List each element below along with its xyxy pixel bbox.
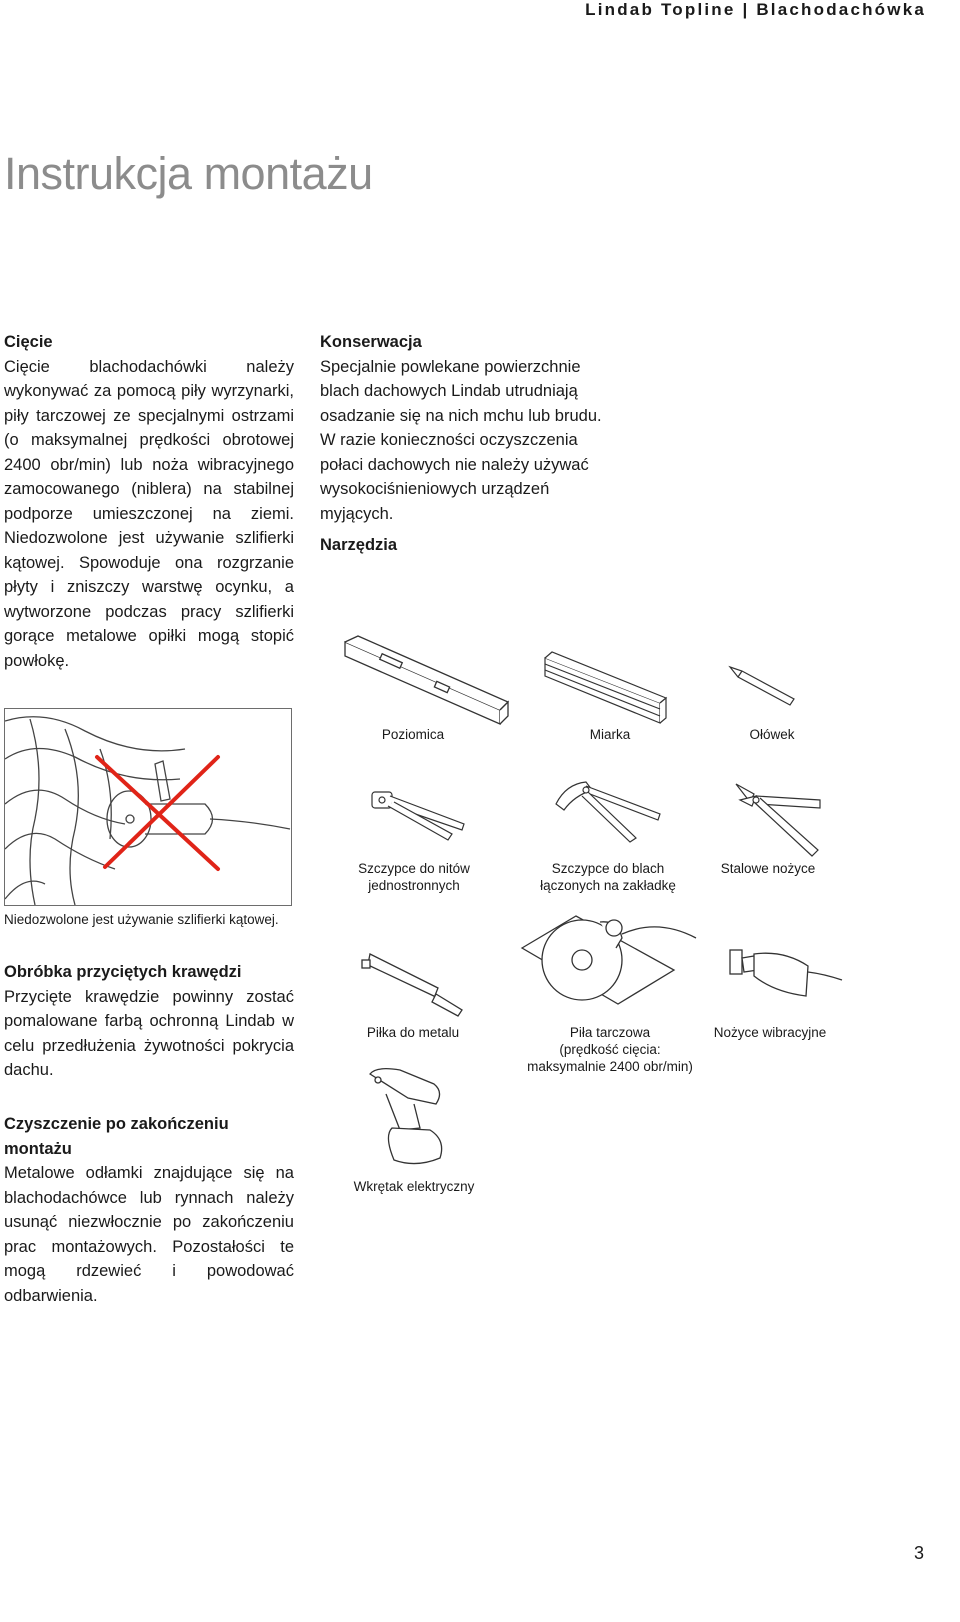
document-header: Lindab Topline | Blachodachówka [585,0,926,19]
rivet-pliers-icon [368,784,468,844]
tool-label: Wkrętak elektryczny [353,1179,475,1194]
tool-label: Szczypce do nitów jednostronnych [358,861,470,893]
section-heading: Konserwacja [320,333,422,351]
page-number: 3 [913,1543,924,1563]
section-heading: Obróbka przyciętych krawędzi [4,963,242,981]
section-tools [320,533,620,558]
tool-label: Piłka do metalu [366,1025,460,1040]
section-cutting [4,330,294,673]
electric-screwdriver-icon [364,1064,454,1168]
tool-label: Poziomica [381,727,445,742]
section-heading: Czyszczenie po zakończeniu montażu [4,1115,229,1158]
seaming-pliers-icon [552,776,664,848]
tool-label: Szczypce do blach łączonych na zakładkę [540,861,676,893]
section-body: Przycięte krawędzie powinny zostać pomalowane farbą ochronną Lindab w celu przedłużenia żywotności pokrycia dachu. [4,987,294,1079]
section-body: Metalowe odłamki znajdujące się na blachodachówce lub rynnach należy usunąć niezwłocznie po zakończeniu prac montażowych. Pozostałości te mogą rdzewieć i powodować odbarwienia. [4,1164,294,1305]
page-title: Instrukcja montażu [4,148,373,199]
tool-label: Miarka [589,727,631,742]
section-cleaning [4,1112,294,1308]
pencil-icon [728,665,798,707]
section-maintenance [320,330,620,526]
tool-label: Nożyce wibracyjne [713,1025,827,1040]
nibbler-icon [724,946,844,1012]
section-body: Specjalnie powlekane powierzchnie blach dachowych Lindab utrudniają osadzanie się na nich mchu lub brudu. W razie konieczności oczyszczenia połaci dachowych nie należy używać wysokociśnieniowych urządzeń myjących. [320,357,602,523]
tool-label: Ołówek [749,727,795,742]
tool-label: Stalowe nożyce [720,861,816,876]
folding-ruler-icon [540,648,670,730]
spirit-level-icon [340,632,510,732]
section-heading: Cięcie [4,333,53,351]
angle-grinder-forbidden-illustration [4,708,292,906]
grinder-on-roof-image [5,709,291,905]
red-cross-icon [97,757,218,869]
section-body: Cięcie blachodachówki należy wykonywać za pomocą piły wyrzynarki, piły tarczowej ze specjalnymi ostrzami (o maksymalnej prędkości obrotowej 2400 obr/min) lub noża wibracyjnego zamocowanego (niblera) na stabilnej podporze umieszczonej na ziemi. Niedozwolone jest używanie szlifierki kątowej. Spowoduje ona rozgrzanie płyty i zniszczy warstwę ocynku, a wytworzone podczas pracy szlifierki gorące metalowe opiłki mogą stopić powłokę. [4,357,294,670]
steel-shears-icon [734,780,824,860]
circular-saw-icon [518,908,698,1014]
section-heading: Narzędzia [320,536,398,554]
hacksaw-icon [358,950,468,1020]
section-edge-treatment [4,960,294,1083]
photo-caption: Niedozwolone jest używanie szlifierki kątowej. [4,912,279,927]
tool-label: Piła tarczowa (prędkość cięcia: maksymalnie 2400 obr/min) [527,1025,693,1074]
